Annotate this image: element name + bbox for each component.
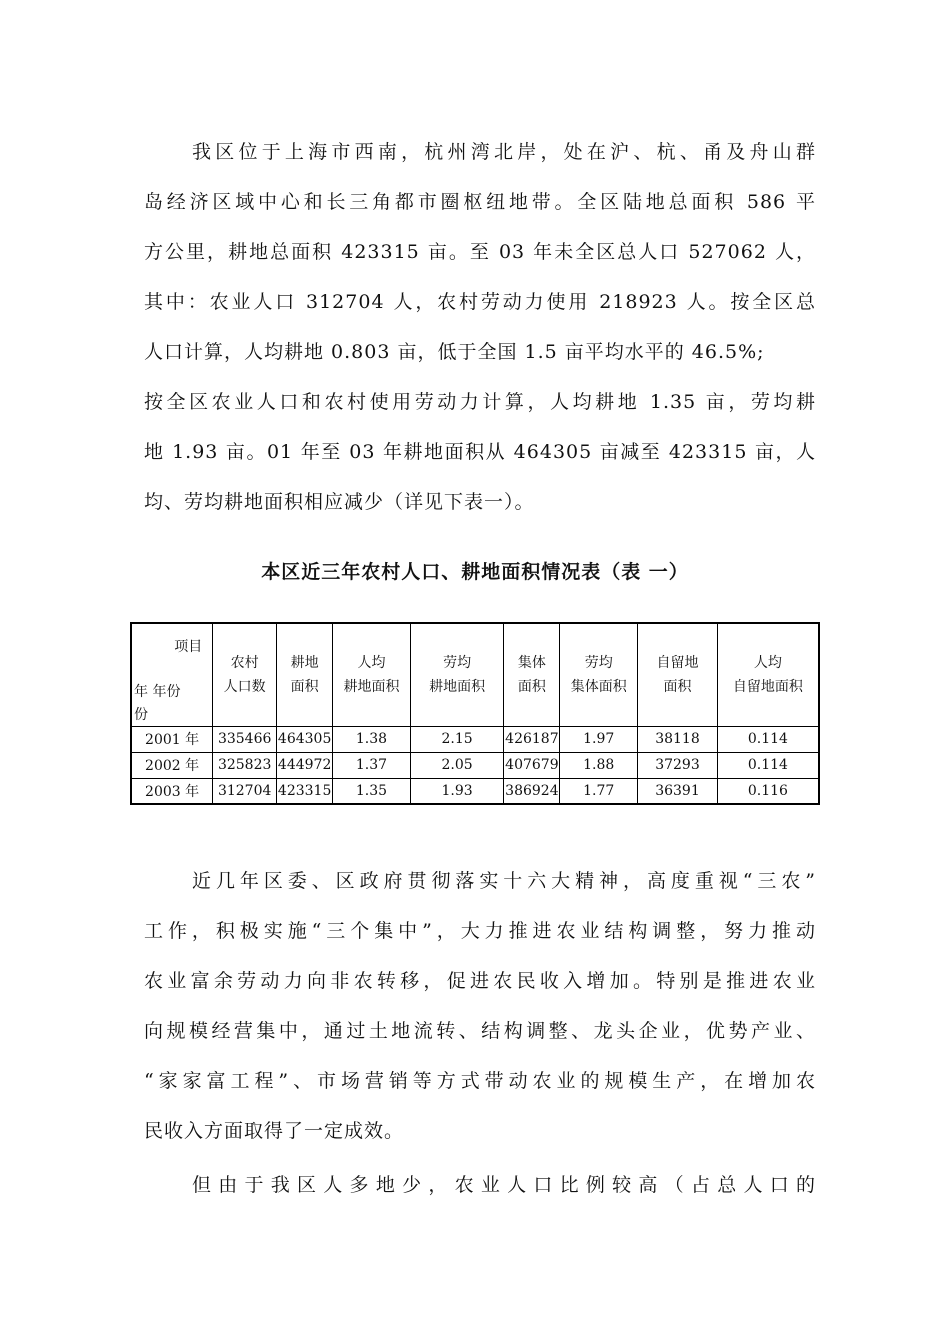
header-farmland-area [277, 623, 333, 726]
corner-item-label: 项目 [174, 639, 203, 655]
table-cell: 423315 [277, 778, 333, 804]
text-line: 方公里，耕地总面积 423315 亩。至 03 年未全区总人口 527062 人， [144, 241, 816, 263]
policy-paragraph [144, 856, 816, 1156]
header-line: 面积 [290, 678, 319, 695]
text-line: 地 1.93 亩。01 年至 03 年耕地面积从 464305 亩减至 423315 亩，人 [144, 441, 816, 463]
text-line: 农业富余劳动力向非农转移，促进农民收入增加。特别是推进农业 [144, 970, 816, 992]
header-line: 劳均 [584, 654, 613, 671]
header-line: 人口数 [223, 678, 266, 695]
table-cell: 1.38 [333, 726, 411, 752]
table-title: 本区近三年农村人口、耕地面积情况表（表 一） [261, 561, 689, 583]
table-cell: 1.97 [560, 726, 638, 752]
text-line: 其中：农业人口 312704 人，农村劳动力使用 218923 人。按全区总 [144, 291, 816, 313]
header-collective-per-laborer [560, 623, 638, 726]
header-line: 耕地 [290, 654, 319, 671]
table-cell: 407679 [504, 752, 560, 778]
corner-header-cell [131, 623, 213, 726]
table-cell: 1.77 [560, 778, 638, 804]
header-line: 集体面积 [570, 678, 627, 695]
table-cell: 1.88 [560, 752, 638, 778]
table-cell: 335466 [213, 726, 277, 752]
table-row [131, 752, 819, 778]
table-cell: 386924 [504, 778, 560, 804]
header-line: 面积 [663, 678, 692, 695]
table-cell: 0.114 [717, 726, 819, 752]
table-cell: 2.15 [410, 726, 504, 752]
header-line: 劳均 [443, 654, 472, 671]
corner-year-char-2: 份 [134, 707, 148, 723]
table-cell: 1.93 [410, 778, 504, 804]
text-line: 人口计算，人均耕地 0.803 亩，低于全国 1.5 亩平均水平的 46.5%; [144, 341, 765, 363]
table-row [131, 726, 819, 752]
corner-year-char: 年 [134, 684, 148, 700]
table-cell: 37293 [638, 752, 718, 778]
text-line: 近几年区委、区政府贯彻落实十六大精神，高度重视“三农” [192, 870, 816, 892]
header-rural-population [213, 623, 277, 726]
table-row [131, 778, 819, 804]
header-line: 耕地面积 [429, 678, 486, 695]
table-cell: 2003 年 [131, 778, 213, 804]
table-cell: 444972 [277, 752, 333, 778]
header-line: 面积 [517, 678, 546, 695]
header-line: 人均 [357, 654, 386, 671]
header-line: 人均 [753, 654, 782, 671]
table-cell: 2.05 [410, 752, 504, 778]
table-cell: 2002 年 [131, 752, 213, 778]
header-private-plot-per-capita [717, 623, 819, 726]
header-line: 自留地 [656, 654, 699, 671]
table-cell: 2001 年 [131, 726, 213, 752]
text-line: 民收入方面取得了一定成效。 [144, 1120, 405, 1142]
text-line: 向规模经营集中，通过土地流转、结构调整、龙头企业，优势产业、 [144, 1020, 816, 1042]
header-line: 耕地面积 [343, 678, 400, 695]
corner-year-text: 年份 [152, 684, 181, 700]
table-cell: 325823 [213, 752, 277, 778]
population-farmland-table [130, 622, 820, 805]
text-line: “家家富工程”、市场营销等方式带动农业的规模生产，在增加农 [144, 1070, 816, 1092]
intro-paragraph [144, 127, 816, 527]
table-cell: 1.37 [333, 752, 411, 778]
table-cell: 0.114 [717, 752, 819, 778]
header-line: 集体 [517, 654, 546, 671]
table-cell: 0.116 [717, 778, 819, 804]
closing-paragraph [144, 1160, 816, 1210]
table-header-row [131, 623, 819, 726]
table-cell: 38118 [638, 726, 718, 752]
header-line: 自留地面积 [732, 678, 803, 695]
header-line: 农村 [230, 654, 259, 671]
table-cell: 426187 [504, 726, 560, 752]
header-farmland-per-capita [333, 623, 411, 726]
text-line: 我区位于上海市西南，杭州湾北岸，处在沪、杭、甬及舟山群 [192, 141, 816, 163]
header-private-plot-area [638, 623, 718, 726]
table-cell: 464305 [277, 726, 333, 752]
text-line: 岛经济区域中心和长三角都市圈枢纽地带。全区陆地总面积 586 平 [144, 191, 816, 213]
corner-year-label [134, 681, 180, 701]
table-cell: 1.35 [333, 778, 411, 804]
text-line: 工作，积极实施“三个集中”，大力推进农业结构调整，努力推动 [144, 920, 816, 942]
text-line: 均、劳均耕地面积相应减少（详见下表一）。 [144, 491, 535, 513]
header-farmland-per-laborer [410, 623, 504, 726]
text-line: 但由于我区人多地少，农业人口比例较高（占总人口的 [192, 1174, 816, 1196]
table-cell: 36391 [638, 778, 718, 804]
text-line: 按全区农业人口和农村使用劳动力计算，人均耕地 1.35 亩，劳均耕 [144, 391, 816, 413]
header-collective-area [504, 623, 560, 726]
table-cell: 312704 [213, 778, 277, 804]
